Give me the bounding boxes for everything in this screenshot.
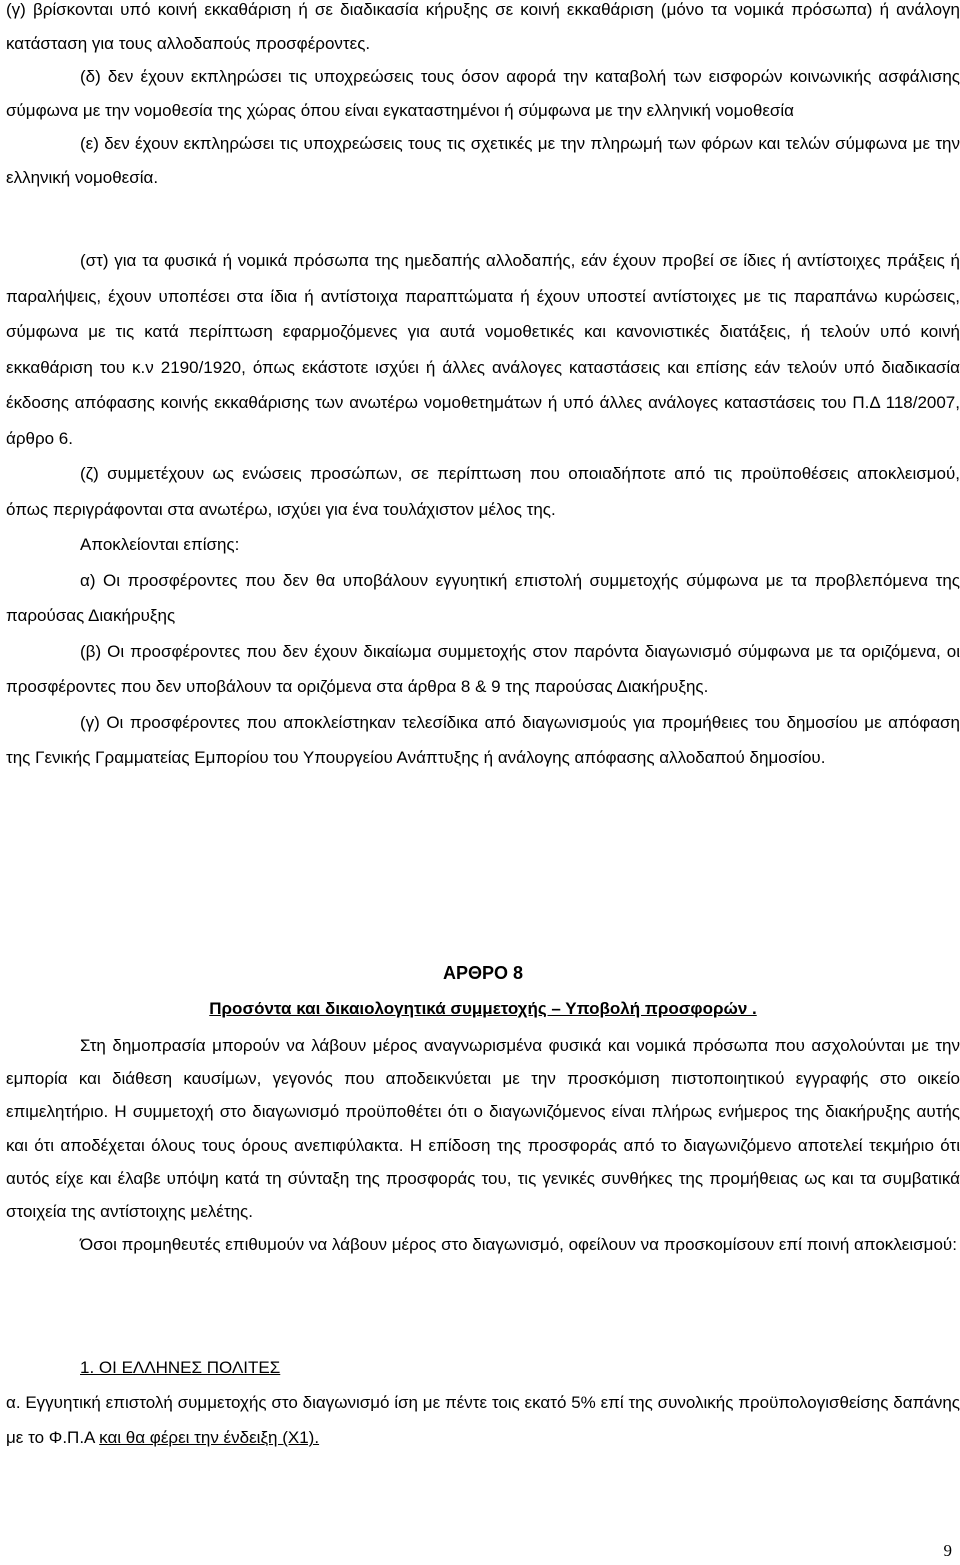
article-title: Προσόντα και δικαιολογητικά συμμετοχής – Υποβολή προσφορών . bbox=[209, 999, 757, 1018]
section-heading: 1. ΟΙ ΕΛΛΗΝΕΣ ΠΟΛΙΤΕΣ bbox=[80, 1358, 281, 1377]
paragraph-st: (στ) για τα φυσικά ή νομικά πρόσωπα της ημεδαπής αλλοδαπής, εάν έχουν προβεί σε ίδιες ή αντίστοιχες πράξεις ή παραλήψεις, έχουν υποπέσει στα ίδια ή αντίστοιχα παραπτώματα ή έχουν υποστεί αντίστοιχες με τις παραπάνω κυρώσεις, σύμφωνα με τις κατά περίπτωση εφαρμοζόμενες για αυτά νομοθετικές και κανονιστικές διατάξεις, ή τελούν υπό κοινή εκκαθάριση του κ.ν 2190/1920, όπως εκάστοτε ισχύει ή άλλες ανάλογες καταστάσεις και επίσης εάν τελούν υπό διαδικασία έκδοσης απόφασης κοινής εκκαθάρισης των ανωτέρω νομοθετημάτων ή υπό άλλες ανάλογες καταστάσεις του Π.Δ 118/2007, άρθρο 6. bbox=[6, 251, 960, 448]
paragraph-alpha: α) Οι προσφέροντες που δεν θα υποβάλουν εγγυητική επιστολή συμμετοχής σύμφωνα με τα προβλεπόμενα της παρούσας Διακήρυξης bbox=[6, 570, 960, 625]
page-number: 9 bbox=[943, 1541, 952, 1560]
paragraph-delta: (δ) δεν έχουν εκπληρώσει τις υποχρεώσεις τους όσον αφορά την καταβολή των εισφορών κοινωνικής ασφάλισης σύμφωνα με την νομοθεσία της χώρας όπου είναι εγκαταστημένοι ή σύμφωνα με την ελληνική νομοθεσία bbox=[6, 67, 960, 120]
marking-note: και θα φέρει την ένδειξη (Χ1). bbox=[99, 1428, 320, 1448]
paragraph-gamma: (γ) βρίσκονται υπό κοινή εκκαθάριση ή σε διαδικασία κήρυξης σε κοινή εκκαθάριση (μόνο τα νομικά πρόσωπα) ή ανάλογη κατάσταση για τους αλλοδαπούς προσφέροντες. bbox=[6, 0, 960, 53]
guarantee-letter-item: α. Εγγυητική επιστολή συμμετοχής στο διαγωνισμό ίση με πέντε τοις εκατό 5% επί της συνολικής προϋπολογισθείσης δαπάνης με το Φ.Π.Α και θα φέρει την ένδειξη (Χ1). bbox=[6, 1393, 960, 1448]
exclusion-block-2 bbox=[6, 243, 960, 776]
eligibility-paragraph: Στη δημοπρασία μπορούν να λάβουν μέρος αναγνωρισμένα φυσικά και νομικά πρόσωπα που ασχολούνται με την εμπορία και διάθεση καυσίμων, γεγονός που αποδεικνύεται με την προσκόμιση πιστοποιητικού εγγραφής στο οικείο επιμελητήριο. Η συμμετοχή στο διαγωνισμό προϋποθέτει ότι ο διαγωνιζόμενος είναι πλήρως ενήμερος της διακήρυξης αυτής και ότι αποδέχεται όλους τους όρους ανεπιφύλακτα. Η επίδοση της προσφοράς από το διαγωνιζόμενο αποτελεί τεκμήριο ότι αυτός είχε και έλαβε υπόψη κατά τη σύνταξη της προσφοράς του, τις γενικές συνθήκες της προμήθειας ως και τα συμβατικά στοιχεία της αντίστοιχης μελέτης. bbox=[6, 1036, 960, 1222]
article-body bbox=[6, 1029, 960, 1261]
article-number: ΑΡΘΡΟ 8 bbox=[442, 963, 524, 983]
paragraph-gamma-2: (γ) Οι προσφέροντες που αποκλείστηκαν τελεσίδικα από διαγωνισμούς για προμήθειες του δημοσίου με απόφαση της Γενικής Γραμματείας Εμπορίου του Υπουργείου Ανάπτυξης ή ανάλογης απόφασης αλλοδαπού δημοσίου. bbox=[6, 712, 960, 767]
greek-citizens-section bbox=[6, 1350, 960, 1456]
required-documents-intro: Όσοι προμηθευτές επιθυμούν να λάβουν μέρος στο διαγωνισμό, οφείλουν να προσκομίσουν επί ποινή αποκλεισμού: bbox=[80, 1235, 957, 1255]
exclusion-block-1 bbox=[6, 0, 960, 194]
also-excluded-heading: Αποκλείονται επίσης: bbox=[80, 535, 240, 554]
paragraph-zeta: (ζ) συμμετέχουν ως ενώσεις προσώπων, σε περίπτωση που οποιαδήποτε από τις προϋποθέσεις αποκλεισμού, όπως περιγράφονται στα ανωτέρω, ισχύει για ένα τουλάχιστον μέλος της. bbox=[6, 464, 960, 519]
paragraph-epsilon: (ε) δεν έχουν εκπληρώσει τις υποχρεώσεις τους τις σχετικές με την πληρωμή των φόρων και τελών σύμφωνα με την ελληνική νομοθεσία. bbox=[6, 134, 960, 187]
paragraph-beta: (β) Οι προσφέροντες που δεν έχουν δικαίωμα συμμετοχής στον παρόντα διαγωνισμό σύμφωνα με τα οριζόμενα, οι προσφέροντες που δεν υποβάλουν τα οριζόμενα στα άρθρα 8 & 9 της παρούσας Διακήρυξης. bbox=[6, 641, 960, 696]
